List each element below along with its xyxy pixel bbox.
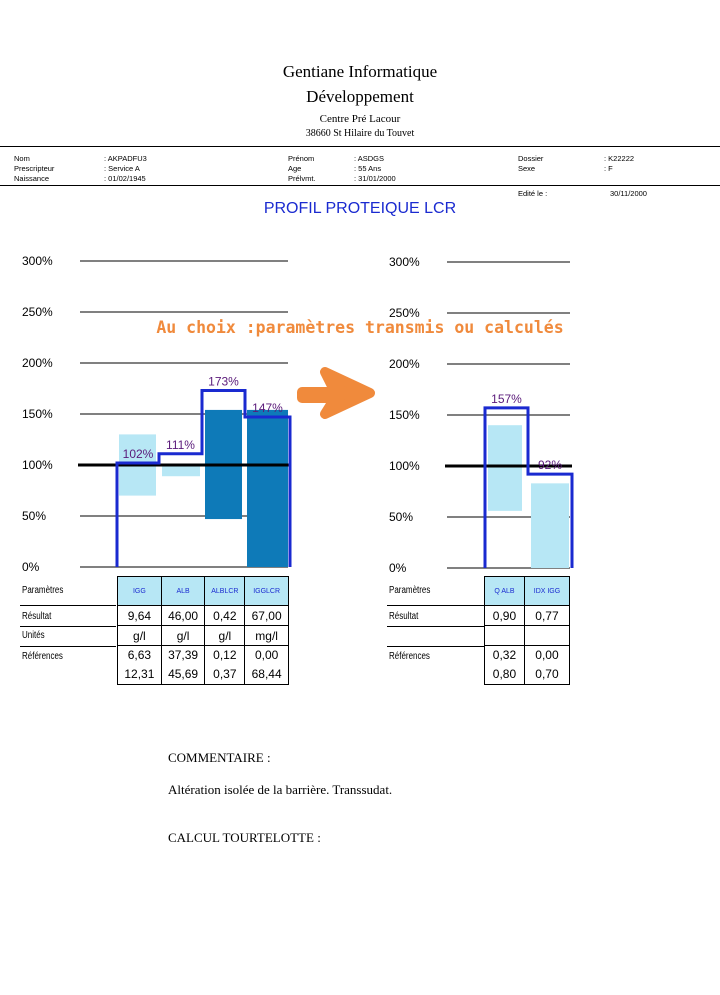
nom-value: : AKPADFU3: [104, 154, 147, 163]
comment-text: Altération isolée de la barrière. Transsudat.: [168, 782, 393, 797]
value-label: 102%: [122, 446, 154, 461]
edite-label: Edité le :: [518, 189, 548, 198]
reference-cell: 0,00 68,44: [245, 646, 289, 685]
reference-cell: 6,63 12,31: [118, 646, 162, 685]
unit-cell: g/l: [205, 626, 245, 646]
right-row-label-parametres: Paramètres: [389, 585, 431, 596]
y-tick-label: 50%: [389, 510, 414, 524]
y-tick-label: 100%: [389, 459, 420, 473]
nom-label: Nom: [14, 154, 30, 163]
y-tick-label: 200%: [22, 356, 53, 370]
age-value: : 55 Ans: [354, 164, 382, 173]
result-cell: 0,90: [485, 606, 525, 626]
reference-cell: 37,39 45,69: [161, 646, 205, 685]
right-row-divider: [387, 646, 484, 647]
reference-cell: 0,32 0,80: [485, 646, 525, 685]
right-row-divider: [387, 626, 484, 627]
left-row-label-unites: Unités: [22, 630, 45, 641]
arrow-right-icon: [302, 372, 370, 414]
dossier-label: Dossier: [518, 154, 544, 163]
table-row: [118, 606, 289, 626]
prelev-label: Prélvmt.: [288, 174, 316, 183]
unit-cell: [524, 626, 569, 646]
edite-value: 30/11/2000: [610, 189, 647, 198]
left-row-label-resultat: Résultat: [22, 611, 52, 622]
org-address: 38660 St Hilaire du Touvet: [305, 128, 415, 139]
table-row: [118, 626, 289, 646]
dossier-value: : K22222: [604, 154, 635, 163]
value-label: 173%: [208, 374, 239, 389]
right-row-label-resultat: Résultat: [389, 611, 419, 622]
age-label: Age: [288, 164, 302, 173]
calcul-label: CALCUL TOURTELOTTE :: [168, 830, 321, 845]
org-name: Gentiane Informatique: [282, 62, 438, 81]
param-cell: Q ALB: [485, 577, 525, 606]
table-row: [118, 577, 289, 606]
prescripteur-label: Prescripteur: [14, 164, 55, 173]
table-row: [485, 646, 570, 685]
reference-range-bar: [488, 425, 522, 511]
unit-cell: g/l: [118, 626, 162, 646]
naissance-label: Naissance: [14, 174, 50, 183]
reference-range-bar: [162, 465, 200, 476]
prenom-value: : ASDGS: [354, 154, 385, 163]
y-tick-label: 0%: [22, 560, 40, 574]
y-tick-label: 150%: [389, 408, 420, 422]
param-cell: IDX IGG: [524, 577, 569, 606]
y-tick-label: 200%: [389, 357, 420, 371]
prelev-value: : 31/01/2000: [354, 174, 396, 183]
param-cell: ALB: [161, 577, 205, 606]
result-cell: 67,00: [245, 606, 289, 626]
prescripteur-value: : Service A: [104, 164, 140, 173]
value-label: 147%: [252, 401, 283, 416]
y-tick-label: 300%: [389, 255, 420, 269]
overlay-note: Au choix :paramètres transmis ou calculés: [156, 318, 564, 337]
table-row: [118, 646, 289, 685]
table-row: [485, 606, 570, 626]
y-tick-label: 300%: [22, 254, 53, 268]
prenom-label: Prénom: [288, 154, 315, 163]
y-tick-label: 0%: [389, 561, 407, 575]
sexe-value: : F: [604, 164, 613, 173]
y-tick-label: 250%: [389, 306, 420, 320]
param-cell: IGGLCR: [245, 577, 289, 606]
comment-label: COMMENTAIRE :: [168, 750, 271, 765]
sexe-label: Sexe: [518, 164, 536, 173]
left-row-label-references: Références: [22, 651, 63, 662]
result-cell: 9,64: [118, 606, 162, 626]
y-tick-label: 150%: [22, 407, 53, 421]
unit-cell: mg/l: [245, 626, 289, 646]
result-cell: 0,77: [524, 606, 569, 626]
naissance-value: : 01/02/1945: [104, 174, 146, 183]
right-row-label-references: Références: [389, 651, 430, 662]
param-cell: ALBLCR: [205, 577, 245, 606]
reference-range-bar: [247, 410, 288, 567]
param-cell: IGG: [118, 577, 162, 606]
right-row-divider: [387, 605, 484, 606]
left-results-table: [117, 576, 289, 685]
org-center: Centre Pré Lacour: [319, 113, 401, 125]
left-row-label-parametres: Paramètres: [22, 585, 64, 596]
report-title: PROFIL PROTEIQUE LCR: [263, 200, 457, 217]
value-label: 111%: [166, 437, 195, 452]
left-row-divider: [20, 605, 116, 606]
unit-cell: [485, 626, 525, 646]
table-row: [485, 577, 570, 606]
left-row-divider: [20, 626, 116, 627]
y-tick-label: 250%: [22, 305, 53, 319]
result-cell: 0,42: [205, 606, 245, 626]
reference-cell: 0,00 0,70: [524, 646, 569, 685]
reference-range-bar: [531, 483, 569, 568]
reference-cell: 0,12 0,37: [205, 646, 245, 685]
y-tick-label: 100%: [22, 458, 53, 472]
left-row-divider: [20, 646, 116, 647]
unit-cell: g/l: [161, 626, 205, 646]
table-row: [485, 626, 570, 646]
y-tick-label: 50%: [22, 509, 47, 523]
right-results-table: [484, 576, 570, 685]
org-subtitle: Développement: [306, 87, 414, 106]
result-cell: 46,00: [161, 606, 205, 626]
value-label: 157%: [491, 391, 522, 406]
value-label: 92%: [537, 458, 563, 473]
